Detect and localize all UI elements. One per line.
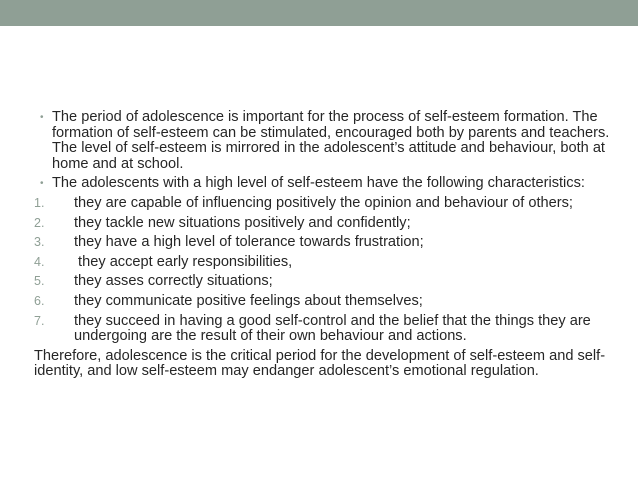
bullet-text: The adolescents with a high level of self-esteem have the following characteristics:: [52, 175, 585, 192]
bullet-icon: •: [40, 112, 44, 123]
list-item-text: they tackle new situations positively and confidently;: [74, 214, 411, 231]
list-number: 4.: [34, 254, 45, 269]
list-number: 5.: [34, 274, 45, 289]
list-number: 2.: [34, 215, 45, 230]
list-item-text: they are capable of influencing positively the opinion and behaviour of others;: [74, 194, 573, 211]
bullet-text: The period of adolescence is important for the process of self-esteem formation. The formation of self-esteem can be stimulated, encouraged both by parents and teachers. The level of self-esteem is mirrored in the adolescent’s attitude and behaviour, both at home and at school.: [52, 109, 610, 172]
list-item-text: they have a high level of tolerance towards frustration;: [74, 234, 424, 251]
list-item-text: they succeed in having a good self-control and the belief that the things they are undergoing are the result of their own behaviour and actions.: [74, 312, 591, 345]
list-item: [0, 274, 620, 290]
list-item: [0, 255, 620, 271]
list-item: [0, 196, 620, 212]
list-item-text: they asses correctly situations;: [74, 273, 273, 290]
bullet-paragraph: [0, 176, 620, 192]
top-accent-bar: [0, 0, 638, 26]
list-item: [0, 216, 620, 232]
bullet-paragraph: [0, 110, 620, 172]
list-item-text: they communicate positive feelings about themselves;: [74, 292, 423, 309]
list-number: 7.: [34, 313, 45, 328]
conclusion-paragraph: Therefore, adolescence is the critical period for the development of self-esteem and self-identity, and low self-esteem may endanger adolescent’s emotional regulation.: [34, 347, 606, 380]
slide-body: [0, 110, 620, 380]
bullet-icon: •: [40, 178, 44, 190]
list-number: 6.: [34, 293, 45, 308]
list-item: [0, 235, 620, 251]
list-item-text: they accept early responsibilities,: [74, 253, 293, 270]
list-number: 1.: [34, 195, 45, 210]
list-number: 3.: [34, 235, 45, 250]
list-item: [0, 294, 620, 310]
list-item: [0, 314, 620, 345]
